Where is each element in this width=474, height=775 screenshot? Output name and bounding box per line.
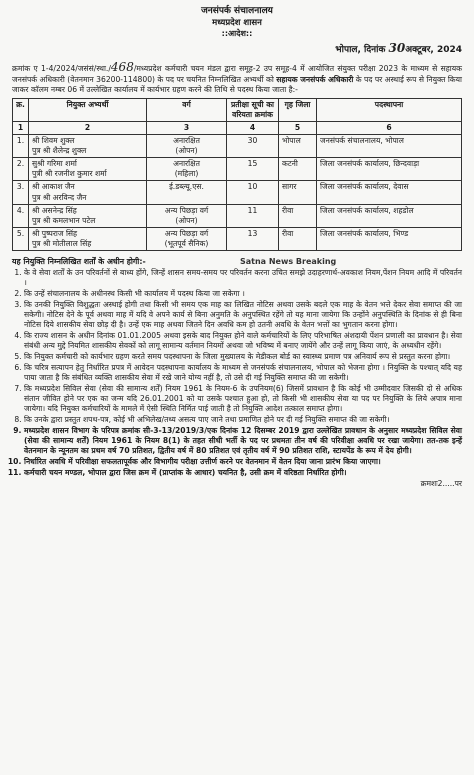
row-category xyxy=(147,135,227,158)
row-district: रीवा xyxy=(279,204,317,227)
col-number: 1 xyxy=(13,122,29,135)
watermark-text: Satna News Breaking xyxy=(240,256,337,266)
col-number: 4 xyxy=(227,122,279,135)
row-rank: 11 xyxy=(227,204,279,227)
row-posting: जनसंपर्क संचालनालय, भोपाल xyxy=(317,135,462,158)
header-category: वर्ग xyxy=(147,99,227,122)
order-paragraph xyxy=(12,60,462,96)
table-row xyxy=(13,204,462,227)
row-sn: 2. xyxy=(13,158,29,181)
header-candidate: नियुक्त अभ्यर्थी xyxy=(29,99,147,122)
row-sn: 1. xyxy=(13,135,29,158)
conditions-title xyxy=(12,257,462,267)
condition-item: 4. कि राज्य शासन के अधीन दिनांक 01.01.2005 अथवा इसके बाद नियुक्त होने वाले कर्मचारियों के लिए परिभाषित अंशदायी पेंशन प्रणाली का प्रावधान है। सेवा संबंधी अन्य मुद्दे नियमित शासकीय सेवकों को लागू सामान्य वर्तमान नियमों अथवा जो भविष्य में बनाए जायेंगे और उन्हें लागू किया जाएं, के अध्यधीन रहेंगे। xyxy=(24,331,462,351)
candidate-parent: पुत्र श्री अरविन्द जैन xyxy=(32,192,87,202)
handwritten-order-number: 468 xyxy=(110,59,134,74)
header-posting: पदस्थापना xyxy=(317,99,462,122)
row-posting: जिला जनसंपर्क कार्यालय, छिन्दवाड़ा xyxy=(317,158,462,181)
category: अन्य पिछड़ा वर्ग xyxy=(164,205,209,215)
condition-item: 5. कि नियुक्त कर्मचारी को कार्यभार ग्रहण करते समय पदस्थापना के जिला मुख्यालय के मेडीकल बोर्ड का स्वास्थ्य प्रमाण पत्र अनिवार्य रूप से प्रस्तुत करना होगा। xyxy=(24,352,462,362)
condition-item: 6. कि चरित्र सत्यापन हेतु निर्धारित प्रपत्र में आवेदन पदस्थापना कार्यालय के माध्यम से जनसंपर्क संचालनालय, भोपाल को भेजना होगा । नियुक्ति के पश्चात् यदि यह पाया जाता है कि संबंधित व्यक्ति शासकीय सेवा में रखे जाने योग्य नहीं है, तो उसे दी गई नियुक्ति समाप्त की जा सकेगी। xyxy=(24,363,462,383)
row-category xyxy=(147,227,227,250)
government-name: मध्यप्रदेश शासन xyxy=(212,17,262,28)
row-sn: 3. xyxy=(13,181,29,204)
order-number-prefix: क्रमांक ए 1-4/2024/जसंसं/स्था./ xyxy=(12,63,111,73)
letterhead xyxy=(12,6,462,40)
candidate-name: श्री आकाश जैन xyxy=(32,182,75,192)
category-sub: (महिला) xyxy=(174,169,199,179)
header-sn: क्र. xyxy=(13,99,29,122)
candidate-parent: पुत्र श्री कमलभान पटेल xyxy=(32,215,96,225)
date-prefix: भोपाल, दिनांक xyxy=(335,44,386,55)
table-row xyxy=(13,227,462,250)
row-rank: 15 xyxy=(227,158,279,181)
row-candidate xyxy=(29,135,147,158)
row-district: भोपाल xyxy=(279,135,317,158)
conditions-list xyxy=(12,268,462,478)
date-suffix: अक्टूबर, 2024 xyxy=(405,44,462,55)
candidate-name: श्री असनेन्द्र सिंह xyxy=(32,205,77,215)
row-posting: जिला जनसंपर्क कार्यालय, शहडोल xyxy=(317,204,462,227)
candidate-parent: पुत्र श्री मोतीलाल सिंह xyxy=(32,238,92,248)
category: अनारक्षित xyxy=(173,159,200,169)
condition-item: 8. कि उनके द्वारा प्रस्तुत शपथ-पत्र, कोई भी अभिलेख/तथ्य असत्य पाए जाने तथा प्रमाणित होने पर दी गई नियुक्ति समाप्त की जा सकेगी। xyxy=(24,415,462,425)
conditions-heading: यह नियुक्ति निम्नलिखित शर्तों के अधीन होगी:- xyxy=(12,256,146,266)
row-candidate xyxy=(29,181,147,204)
row-sn: 4. xyxy=(13,204,29,227)
category: अन्य पिछड़ा वर्ग xyxy=(164,228,209,238)
condition-item: 7. कि मध्यप्रदेश सिविल सेवा (सेवा की सामान्य शर्तें) नियम 1961 के नियम-6 के उपनियम(6) जिसमें प्रावधान है कि कोई भी उम्मीदवार जिसकी दो से अधिक संतान जीवित होने पर एक का जन्म यदि 26.01.2001 को या उसके पश्चात हुआ हो, तो किसी भी शासकीय सेवा या पद पर नियुक्ति के लिये अपात्र माना जायेगा। यदि नियुक्त कर्मचारियों के मामले में ऐसी स्थिति निर्मित पाई जाती है तो नियुक्ति आदेश तत्काल समाप्त होगा। xyxy=(24,384,462,414)
row-candidate xyxy=(29,227,147,250)
continuation-note: क्रमशः2.....पर xyxy=(420,479,462,489)
row-candidate xyxy=(29,204,147,227)
row-rank: 13 xyxy=(227,227,279,250)
category: अनारक्षित xyxy=(173,136,200,146)
row-posting: जिला जनसंपर्क कार्यालय, देवास xyxy=(317,181,462,204)
candidate-parent: पुत्री श्री रजनीश कुमार शर्मा xyxy=(32,169,107,179)
row-category xyxy=(147,204,227,227)
row-rank: 30 xyxy=(227,135,279,158)
row-candidate xyxy=(29,158,147,181)
col-number: 2 xyxy=(29,122,147,135)
handwritten-day: 30 xyxy=(388,40,406,55)
office-name: जनसंपर्क संचालनालय xyxy=(201,6,273,16)
category: ई.डब्ल्यू.एस. xyxy=(169,182,204,192)
candidate-name: सुश्री गरिमा शर्मा xyxy=(32,159,77,169)
row-category xyxy=(147,181,227,204)
row-district: रीवा xyxy=(279,227,317,250)
category-sub: (ओपन) xyxy=(175,146,198,156)
condition-item: 3. कि उनकी नियुक्ति विशुद्धतः अस्थाई होगी तथा किसी भी समय एक माह का लिखित नोटिस अथवा उसके बदले एक माह के वेतन भत्ते देकर सेवा समाप्त की जा सकेगी। नोटिस देने के पूर्व अथवा माह में यदि वे अपने कार्य से बिना अनुमति के अनुपस्थित रहेंगे तो यह माना जायेगा कि उन्होंने अनुपस्थिति के दिनांक से ही बिना नोटिस दिये शासकीय सेवा छोड़ दी है। उन्हें एक माह अथवा जितने दिन अवधि कम हो उतनी अवधि के वेतन भत्तों का भुगतान करना होगा। xyxy=(24,300,462,330)
header-rank: प्रतीक्षा सूची का वरियता क्रमांक xyxy=(227,99,279,122)
candidate-parent: पुत्र श्री शैलेन्द्र शुक्ल xyxy=(32,146,87,156)
col-number: 6 xyxy=(317,122,462,135)
condition-item: 11. कर्मचारी चयन मण्डल, भोपाल द्वारा जिस क्रम में (प्राप्तांक के आधार) चयनित है, उसी क्रम में वरिष्ठता निर्धारित होगी। xyxy=(24,468,462,478)
table-row xyxy=(13,181,462,204)
condition-item: 9. मध्यप्रदेश शासन विभाग के परिपत्र क्रमांक सी-3-13/2019/3/एक दिनांक 12 दिसम्बर 2019 द्वारा उल्लेखित प्रावधान के अनुसार मध्यप्रदेश सिविल सेवा (सेवा की सामान्य शर्तें) नियम 1961 के नियम 8(1) के तहत सीधी भर्ती के पद पर प्रथमतः तीन वर्ष की परिवीक्षा अवधि पर रखा जायेगा। तत-तक इन्हें वेतनमान के न्यूनतम का प्रथम वर्ष 70 प्रतिशत, द्वितीय वर्ष में 80 प्रतिशत एवं तृतीय वर्ष में 90 प्रतिशत राशि, स्टायपेंड के रूप में देय होगी। xyxy=(24,426,462,456)
col-number: 5 xyxy=(279,122,317,135)
column-number-row xyxy=(13,122,462,135)
order-text: /मध्यप्रदेश कर्मचारी चयन मंडल द्वारा समूह-2 उप समूह-4 में आयोजित संयुक्त परीक्षा 2023 के माध्यम से सहायक जनसंपर्क अधिकारी (वेतनमान 36200-114800) के पद पर चयनित निम्नलिखित अभ्यर्थी को xyxy=(12,63,462,85)
row-category xyxy=(147,158,227,181)
order-text-end: के पद पर अस्थाई रूप से नियुक्त किया जाकर कॉलम नम्बर 06 में उल्लेखित कार्यालय में कार्यभार ग्रहण करने की तिथि से पदस्थ किया जाता है:- xyxy=(12,75,462,95)
table-row xyxy=(13,135,462,158)
row-sn: 5. xyxy=(13,227,29,250)
header-district: गृह जिला xyxy=(279,99,317,122)
col-number: 3 xyxy=(147,122,227,135)
table-row xyxy=(13,158,462,181)
order-label: ::आदेश:: xyxy=(221,29,253,39)
row-posting: जिला जनसंपर्क कार्यालय, भिण्ड xyxy=(317,227,462,250)
condition-item: 2. कि उन्हें संचालनालय के अधीनस्थ किसी भी कार्यालय में पदस्थ किया जा सकेगा । xyxy=(24,289,462,299)
candidate-name: श्री शिवम शुक्ल xyxy=(32,136,75,146)
table-header-row xyxy=(13,99,462,122)
condition-item: 10. निर्धारित अवधि में परिवीक्षा सफलतापूर्वक और विभागीय परीक्षा उत्तीर्ण करने पर वेतनमान में वेतन दिया जाना प्रारंभ किया जाएगा। xyxy=(24,457,462,467)
row-district: सागर xyxy=(279,181,317,204)
category-sub: (ओपन) xyxy=(175,215,198,225)
condition-item: 1. के वे सेवा शर्तों के उन परिवर्तनों से बाध्य होंगे, जिन्हें शासन समय-समय पर परिवर्तन करना उचित समझे उदाहरणार्थ-अवकाश नियम,पेंशन नियम आदि में परिवर्तन । xyxy=(24,268,462,288)
date-line xyxy=(12,41,462,57)
row-rank: 10 xyxy=(227,181,279,204)
category-sub: (भूतपूर्व सैनिक) xyxy=(164,238,209,248)
candidate-name: श्री पुष्पराज सिंह xyxy=(32,228,78,238)
post-name: सहायक जनसंपर्क अधिकारी xyxy=(276,75,354,85)
row-district: कटनी xyxy=(279,158,317,181)
appointment-table xyxy=(12,98,462,250)
